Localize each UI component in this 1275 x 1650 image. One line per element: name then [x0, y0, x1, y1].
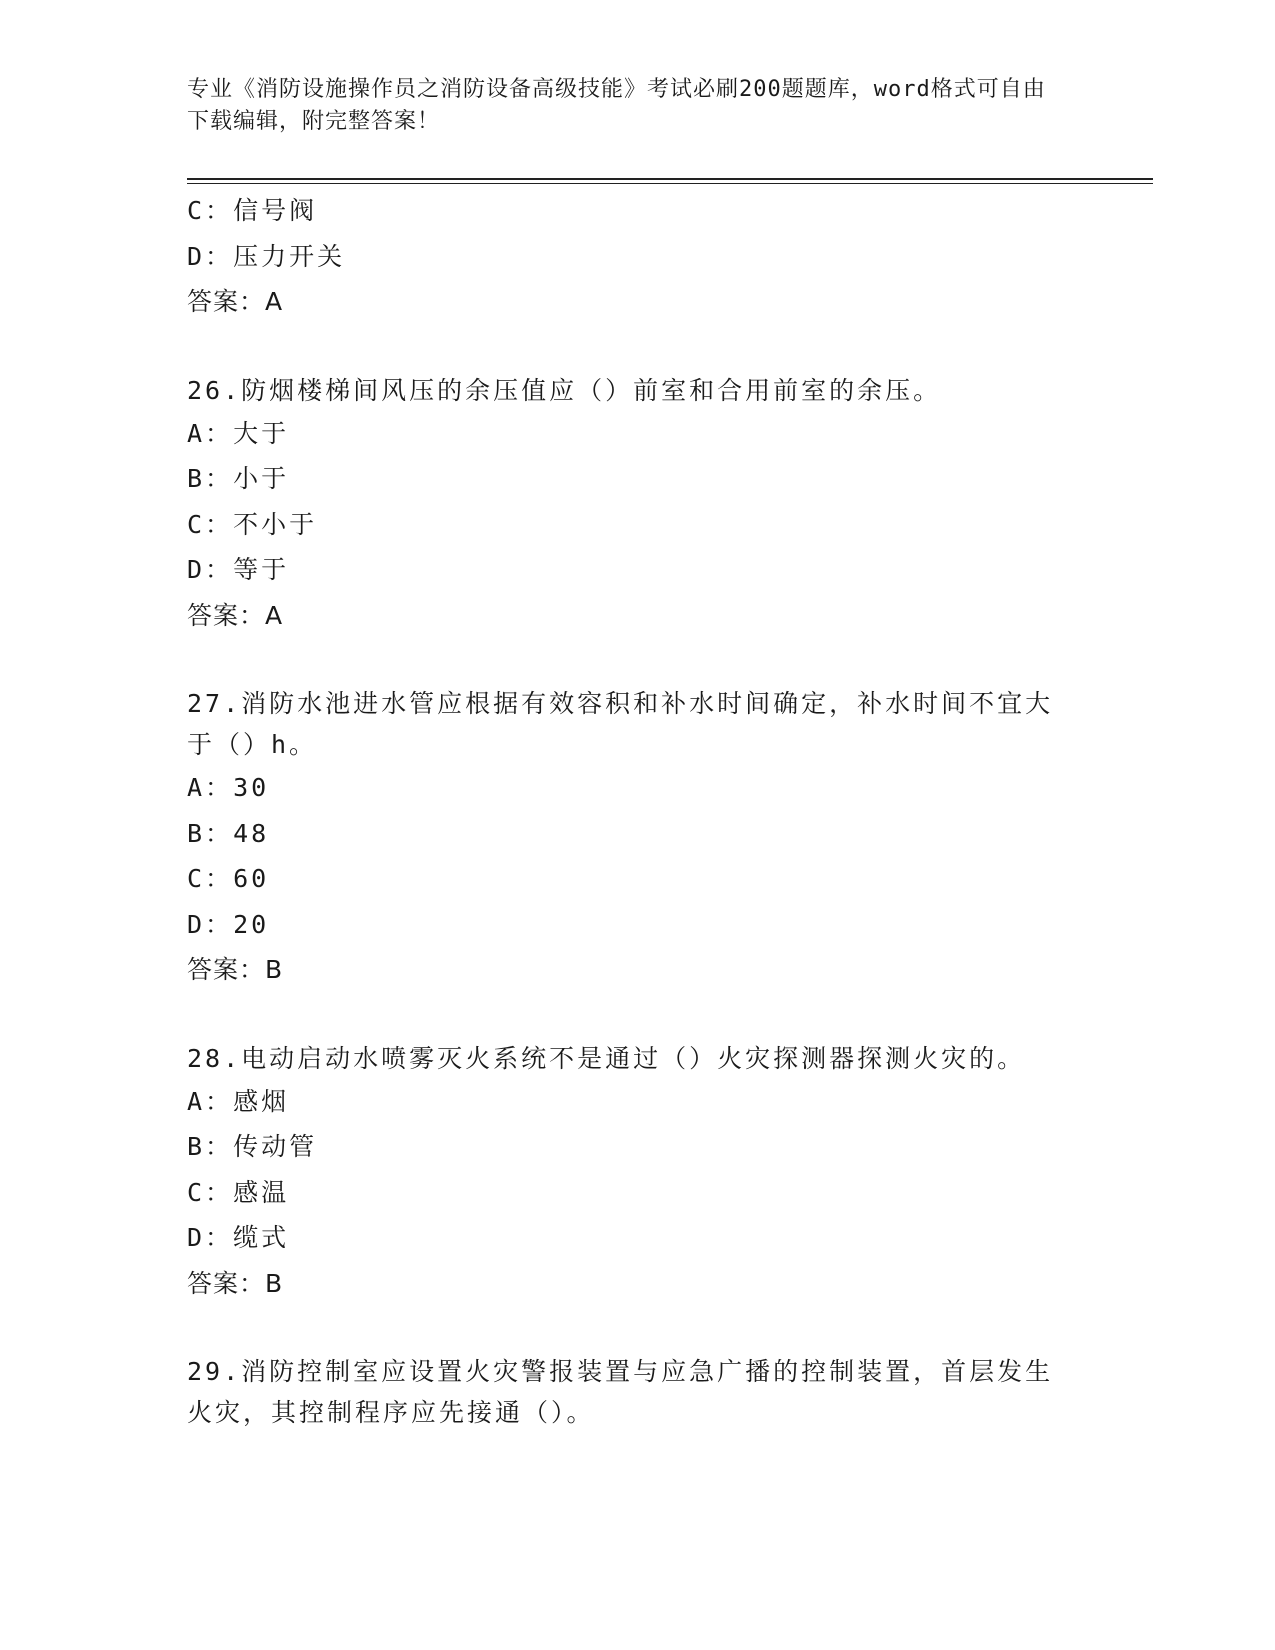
option-label: D：	[187, 555, 234, 584]
option-text: 传动管	[233, 1132, 318, 1161]
option-a	[187, 411, 1067, 457]
option-label: C：	[187, 1177, 234, 1207]
option-d	[187, 1215, 1067, 1261]
option-d	[187, 234, 1067, 280]
option-label: D：	[187, 1223, 234, 1252]
question-26	[187, 370, 1067, 639]
option-c	[187, 856, 1067, 902]
option-text: 感温	[233, 1177, 290, 1207]
option-c	[187, 188, 1067, 234]
answer-line: 答案：A	[187, 287, 284, 316]
option-a	[187, 1079, 1067, 1125]
option-d	[187, 547, 1067, 593]
option-text: 小于	[233, 464, 290, 493]
document-header: 专业《消防设施操作员之消防设备高级技能》考试必刷200题题库，word格式可自由下载编辑，附完整答案！	[187, 77, 1046, 134]
option-text: 30	[233, 773, 270, 802]
option-label: D：	[187, 909, 234, 939]
option-text: 缆式	[233, 1223, 290, 1252]
spacer	[187, 325, 1067, 370]
question-27	[187, 683, 1067, 993]
option-b	[187, 456, 1067, 502]
question-28	[187, 1038, 1067, 1307]
option-label: C：	[187, 509, 234, 539]
option-label: A：	[187, 418, 234, 448]
option-text: 信号阀	[233, 196, 318, 225]
question-list	[187, 188, 1067, 1433]
option-text: 不小于	[233, 509, 318, 539]
answer-line: 答案：B	[187, 955, 284, 984]
question-25-continued	[187, 188, 1067, 325]
question-text: 26.防烟楼梯间风压的余压值应（）前室和合用前室的余压。	[187, 375, 942, 405]
question-text: 27.消防水池进水管应根据有效容积和补水时间确定，补水时间不宜大于（）h。	[187, 689, 1054, 759]
option-c	[187, 502, 1067, 548]
header-divider-thin	[187, 183, 1153, 184]
option-c	[187, 1170, 1067, 1216]
option-label: A：	[187, 1086, 234, 1116]
answer-line: 答案：A	[187, 600, 284, 630]
question-text: 29.消防控制室应设置火灾警报装置与应急广播的控制装置，首层发生火灾，其控制程序应先接通（）。	[187, 1357, 1054, 1427]
option-text: 20	[233, 909, 270, 939]
option-text: 48	[233, 818, 270, 848]
spacer	[187, 638, 1067, 683]
question-29	[187, 1351, 1067, 1433]
option-label: C：	[187, 864, 234, 893]
option-label: B：	[187, 464, 234, 493]
spacer	[187, 993, 1067, 1038]
option-text: 60	[233, 864, 270, 893]
spacer	[187, 1306, 1067, 1351]
option-text: 等于	[233, 555, 290, 584]
option-label: C：	[187, 196, 234, 225]
option-label: A：	[187, 773, 234, 802]
option-text: 大于	[233, 418, 290, 448]
option-label: D：	[187, 241, 234, 271]
header-divider-thick	[187, 178, 1153, 180]
answer-line: 答案：B	[187, 1268, 284, 1298]
option-b	[187, 1124, 1067, 1170]
option-label: B：	[187, 1132, 234, 1161]
question-text: 28.电动启动水喷雾灭火系统不是通过（）火灾探测器探测火灾的。	[187, 1043, 1026, 1073]
option-a	[187, 765, 1067, 811]
option-b	[187, 811, 1067, 857]
option-text: 感烟	[233, 1086, 290, 1116]
option-d	[187, 902, 1067, 948]
option-text: 压力开关	[233, 241, 346, 271]
option-label: B：	[187, 818, 234, 848]
